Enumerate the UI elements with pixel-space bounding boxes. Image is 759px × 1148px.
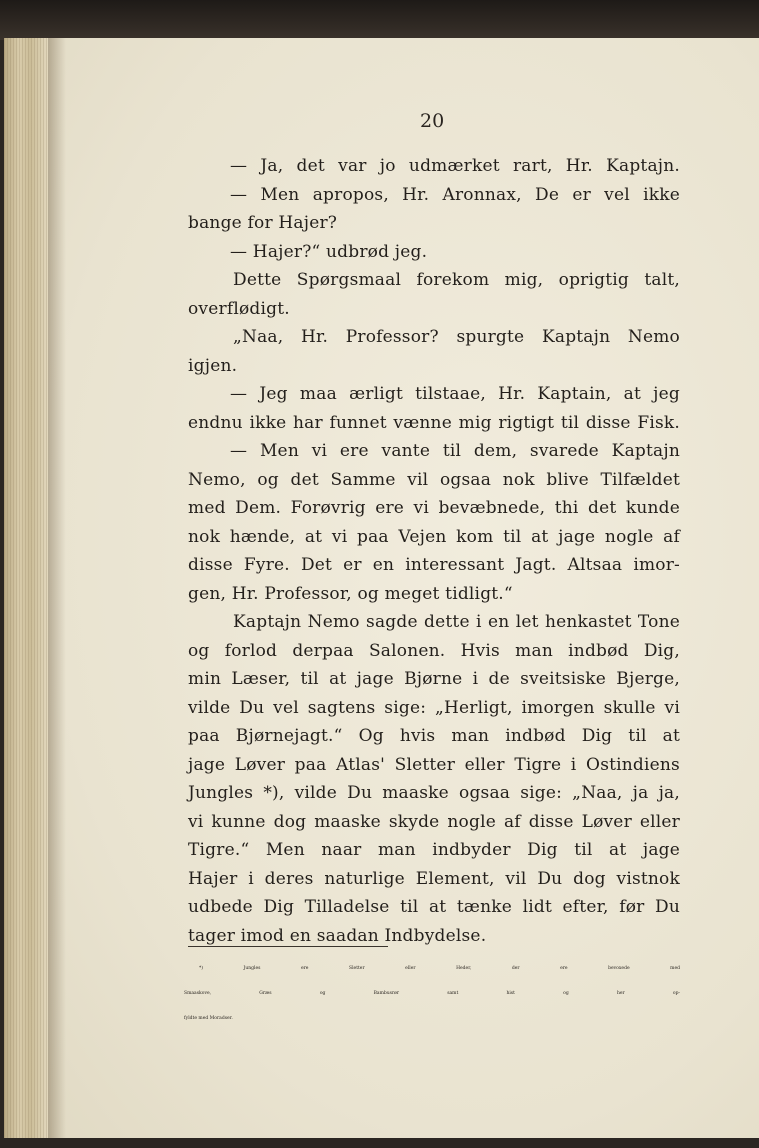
text-line: nok hænde, at vi paa Vejen kom til at jage nogle af (188, 526, 680, 547)
text-line: og forlod derpaa Salonen. Hvis man indbød Dig, (188, 640, 680, 661)
text-line: — Men apropos, Hr. Aronnax, De er vel ikke (230, 184, 680, 205)
text-line: Kaptajn Nemo sagde dette i en let henkastet Tone (233, 612, 680, 632)
text-line: — Jeg maa ærligt tilstaae, Hr. Kaptain, at jeg (230, 384, 680, 404)
text-line: udbede Dig Tilladelse til at tænke lidt efter, før Du (188, 897, 680, 917)
footnote-line: fyldte med Moradser. (184, 1016, 233, 1021)
footnote-line: *) Jungles ere Sletter eller Heder, der ere bevoxede med (199, 966, 680, 971)
text-line: min Læser, til at jage Bjørne i de sveitsiske Bjerge, (188, 669, 680, 689)
text-line: „Naa, Hr. Professor? spurgte Kaptajn Nemo (233, 327, 680, 347)
text-line: tager imod en saadan Indbydelse. (188, 925, 487, 946)
text-line: med Dem. Forøvrig ere vi bevæbnede, thi det kunde (188, 498, 680, 518)
text-line: — Hajer?“ udbrød jeg. (230, 241, 428, 262)
text-line: disse Fyre. Det er en interessant Jagt. Altsaa imor- (188, 555, 680, 575)
text-line: Tigre.“ Men naar man indbyder Dig til at jage (188, 840, 680, 860)
text-line: paa Bjørnejagt.“ Og hvis man indbød Dig til at (188, 726, 680, 746)
text-line: Hajer i deres naturlige Element, vil Du dog vistnok (188, 868, 680, 889)
footnote-rule (188, 946, 388, 947)
text-line: endnu ikke har funnet vænne mig rigtigt til disse Fisk. (188, 412, 680, 433)
text-line: Dette Spørgsmaal forekom mig, oprigtig talt, (233, 270, 680, 290)
text-line: jage Løver paa Atlas' Sletter eller Tigre i Ostindiens (188, 754, 680, 775)
text-line: Jungles *), vilde Du maaske ogsaa sige: „Naa, ja ja, (188, 783, 680, 803)
text-line: vi kunne dog maaske skyde nogle af disse Løver eller (188, 811, 680, 832)
text-line: Nemo, og det Samme vil ogsaa nok blive Tilfældet (188, 469, 680, 490)
text-line: — Ja, det var jo udmærket rart, Hr. Kaptajn. (230, 156, 680, 176)
text-line: — Men vi ere vante til dem, svarede Kaptajn (230, 441, 680, 461)
text-line: bange for Hajer? (188, 213, 338, 233)
spine-shadow (48, 38, 66, 1138)
footnotes (184, 956, 680, 1031)
text-line: igjen. (188, 355, 238, 376)
top-shadow-band (0, 0, 759, 40)
text-line: overflødigt. (188, 298, 290, 319)
body-text (188, 152, 680, 950)
text-line: vilde Du vel sagtens sige: „Herligt, imorgen skulle vi (188, 697, 680, 718)
text-line: gen, Hr. Professor, og meget tidligt.“ (188, 583, 513, 604)
page-stack-edge (4, 38, 49, 1138)
footnote-line: Smaaskove, Græs og Bambusrør samt hist og her op- (184, 991, 680, 996)
page-number: 20 (420, 110, 445, 132)
